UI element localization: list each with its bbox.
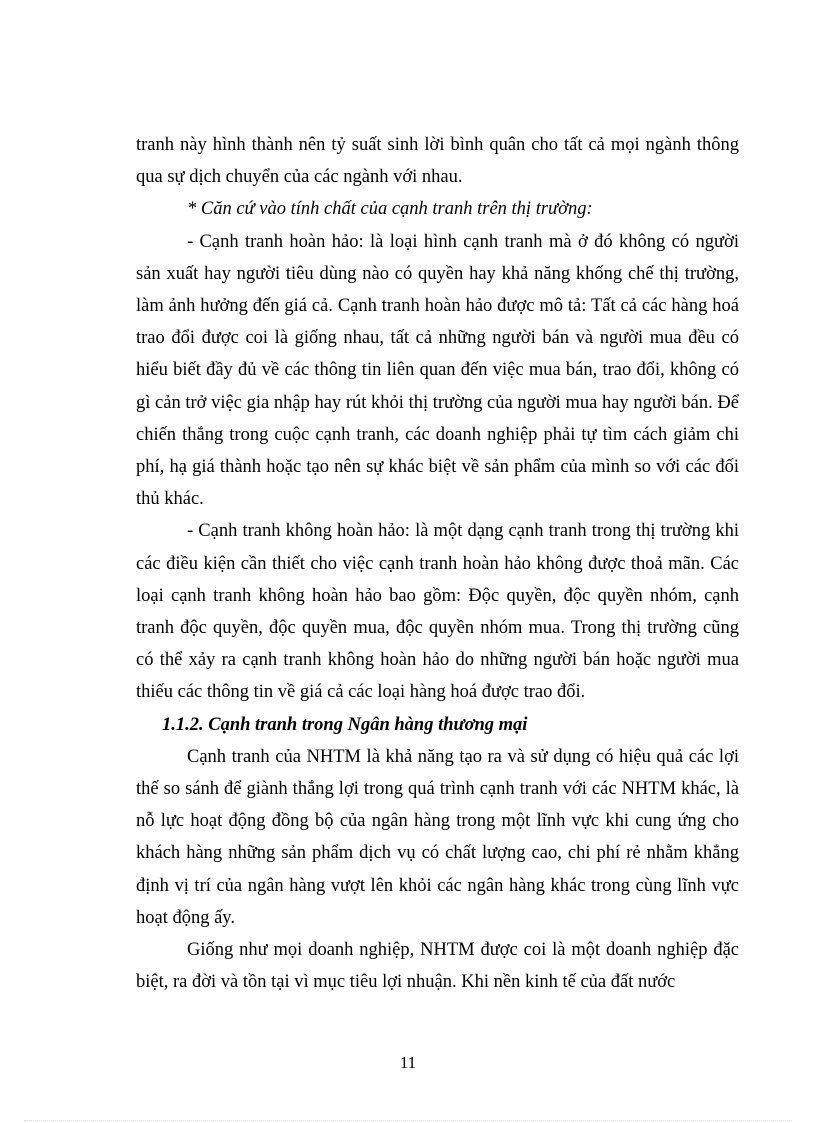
- criteria-heading: * Căn cứ vào tính chất của cạnh tranh trên thị trường:: [187, 199, 593, 220]
- paragraph-continuation: tranh này hình thành nên tỷ suất sinh lời bình quân cho tất cả mọi ngành thông qua sự dịch chuyển của các ngành với nhau.: [136, 135, 739, 188]
- page-bottom-border: [24, 1120, 792, 1121]
- paragraph-imperfect-competition: - Cạnh tranh không hoàn hảo: là một dạng cạnh tranh trong thị trường khi các điều kiện cần thiết cho việc cạnh tranh hoàn hảo không được thoả mãn. Các loại cạnh tranh không hoàn hảo bao gồm: Độc quyền, độc quyền nhóm, cạnh tranh độc quyền, độc quyền mua, độc quyền nhóm mua. Trong thị trường cũng có thể xảy ra cạnh tranh không hoàn hảo do những người bán hoặc người mua thiếu các thông tin về giá cả các loại hàng hoá được trao đổi.: [136, 521, 739, 703]
- body-text: [136, 129, 739, 998]
- page-number: 11: [399, 1053, 417, 1072]
- paragraph-bank-as-enterprise: Giống như mọi doanh nghiệp, NHTM được coi là một doanh nghiệp đặc biệt, ra đời và tồn tại vì mục tiêu lợi nhuận. Khi nền kinh tế của đất nước: [136, 940, 739, 993]
- section-heading: 1.1.2. Cạnh tranh trong Ngân hàng thương mại: [162, 714, 528, 735]
- paragraph-bank-competition: Cạnh tranh của NHTM là khả năng tạo ra và sử dụng có hiệu quả các lợi thế so sánh để giành thắng lợi trong quá trình cạnh tranh với các NHTM khác, là nỗ lực hoạt động đồng bộ của ngân hàng trong một lĩnh vực khi cung ứng cho khách hàng những sản phẩm dịch vụ có chất lượng cao, chi phí rẻ nhằm khẳng định vị trí của ngân hàng vượt lên khỏi các ngân hàng khác trong cùng lĩnh vực hoạt động ấy.: [136, 746, 739, 928]
- paragraph-perfect-competition: - Cạnh tranh hoàn hảo: là loại hình cạnh tranh mà ở đó không có người sản xuất hay người tiêu dùng nào có quyền hay khả năng khống chế thị trường, làm ảnh hưởng đến giá cả. Cạnh tranh hoàn hảo được mô tả: Tất cả các hàng hoá trao đổi được coi là giống nhau, tất cả những người bán và người mua đều có hiểu biết đầy đủ về các thông tin liên quan đến việc mua bán, trao đổi, không có gì cản trở việc gia nhập hay rút khỏi thị trường của người mua hay người bán. Để chiến thắng trong cuộc cạnh tranh, các doanh nghiệp phải tự tìm cách giảm chi phí, hạ giá thành hoặc tạo nên sự khác biệt về sản phẩm của mình so với các đối thủ khác.: [136, 231, 739, 510]
